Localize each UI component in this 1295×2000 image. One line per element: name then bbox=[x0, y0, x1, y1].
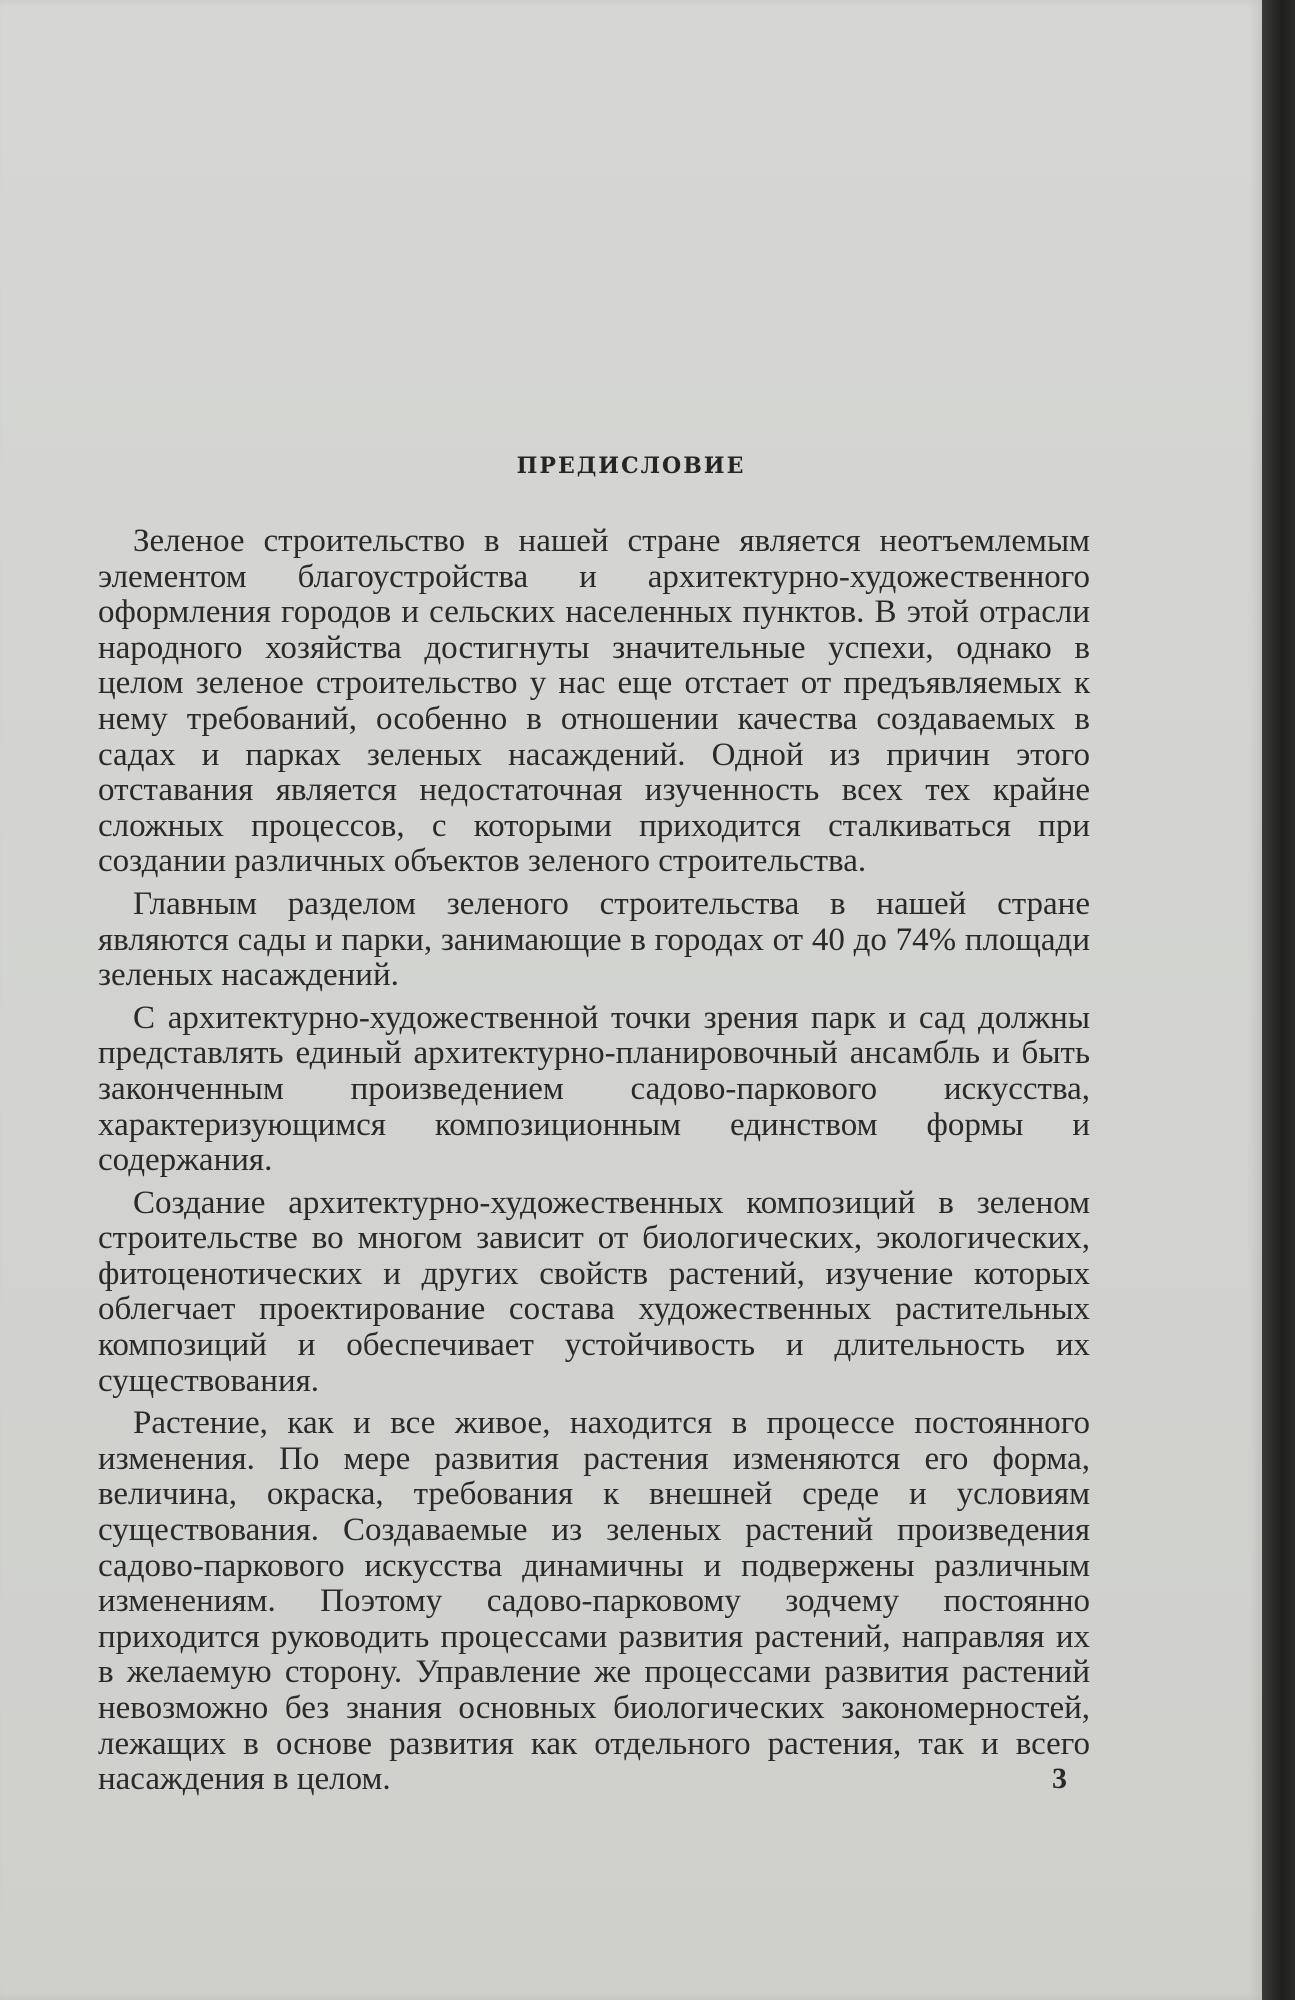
body-text bbox=[98, 524, 1090, 1805]
paragraph-4: Создание архитектурно-художественных композиций в зеленом строительстве во многом зависит от биологических, экологических, фитоценотических и других свойств растений, изучение которых облегчает проектирование состава художественных растительных композиций и обеспечивает устойчивость и длительность их существования. bbox=[98, 1184, 1090, 1399]
section-heading: ПРЕДИСЛОВИЕ bbox=[516, 453, 746, 479]
paragraph-3: С архитектурно-художественной точки зрения парк и сад должны представлять единый архитектурно-планировочный ансамбль и быть законченным произведением садово-паркового искусства, характеризующимся композиционным единством формы и содержания. bbox=[98, 999, 1090, 1179]
paragraph-5: Растение, как и все живое, находится в процессе постоянного изменения. По мере развития растения изменяются его форма, величина, окраска, требования к внешней среде и условиям существования. Создаваемые из зеленых растений произведения садово-паркового искусства динамичны и подвержены различным изменениям. Поэтому садово-парковому зодчему постоянно приходится руководить процессами развития растений, направляя их в желаемую сторону. Управление же процессами развития растений невозможно без знания основных биологических закономерностей, лежащих в основе развития как отдельного растения, так и всего насаждения в целом. bbox=[98, 1405, 1090, 1798]
paragraph-2: Главным разделом зеленого строительства в нашей стране являются сады и парки, занимающие в городах от 40 до 74% площади зеленых насаждений. bbox=[98, 885, 1090, 994]
page-number: 3 bbox=[1052, 1762, 1067, 1795]
dark-background-edge bbox=[1262, 0, 1295, 2000]
paragraph-1: Зеленое строительство в нашей стране является неотъемлемым элементом благоустройства и архитектурно-художественного оформления городов и сельских населенных пунктов. В этой отрасли народного хозяйства достигнуты значительные успехи, однако в целом зеленое строительство у нас еще отстает от предъявляемых к нему требований, особенно в отношении качества создаваемых в садах и парках зеленых насаждений. Одной из причин этого отставания является недостаточная изученность всех тех крайне сложных процессов, с которыми приходится сталкиваться при создании различных объектов зеленого строительства. bbox=[98, 523, 1090, 880]
